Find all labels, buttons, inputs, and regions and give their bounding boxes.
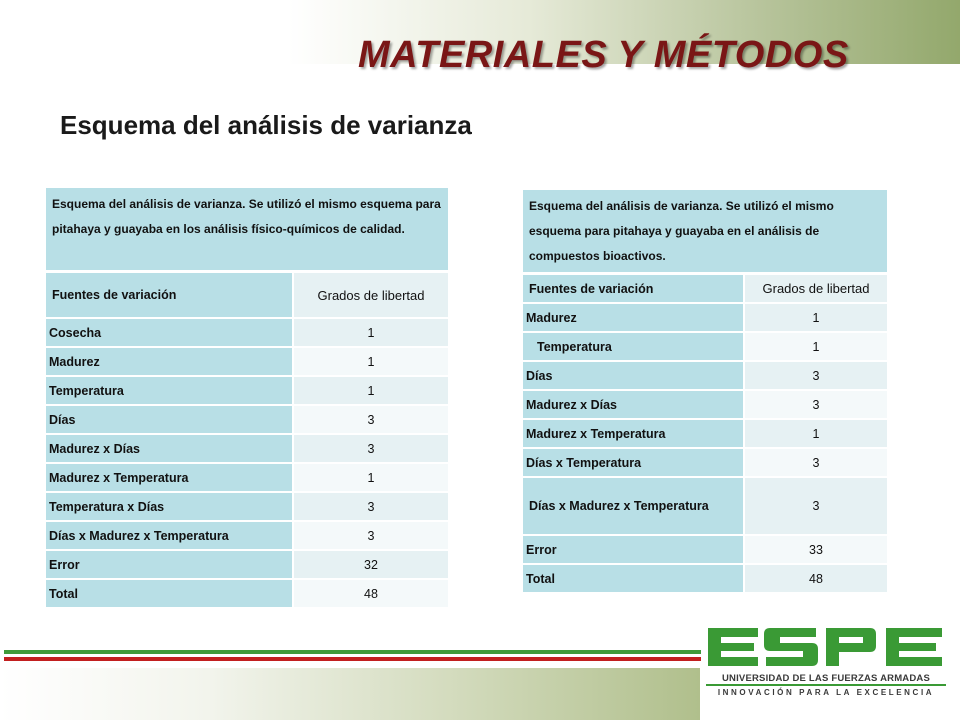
table-caption: Esquema del análisis de varianza. Se utilizó el mismo esquema para pitahaya y guayaba en el análisis de compuestos bioactivos. bbox=[523, 190, 887, 274]
df-cell: 3 bbox=[293, 521, 448, 550]
table-row bbox=[46, 434, 448, 463]
source-cell: Cosecha bbox=[46, 318, 293, 347]
column-header-df: Grados de libertad bbox=[744, 274, 887, 304]
source-cell: Temperatura bbox=[523, 332, 744, 361]
df-cell: 33 bbox=[744, 535, 887, 564]
table-row bbox=[46, 463, 448, 492]
df-cell: 1 bbox=[293, 463, 448, 492]
table-row bbox=[46, 492, 448, 521]
table-row bbox=[523, 448, 887, 477]
source-cell: Error bbox=[523, 535, 744, 564]
source-cell: Madurez bbox=[523, 303, 744, 332]
df-cell: 1 bbox=[293, 347, 448, 376]
table-row bbox=[523, 535, 887, 564]
table-row bbox=[523, 477, 887, 535]
table-row bbox=[523, 419, 887, 448]
source-cell: Días bbox=[46, 405, 293, 434]
df-cell: 3 bbox=[744, 390, 887, 419]
source-cell: Días x Madurez x Temperatura bbox=[523, 477, 744, 535]
source-cell: Madurez x Días bbox=[46, 434, 293, 463]
table-row bbox=[46, 521, 448, 550]
table-row bbox=[46, 376, 448, 405]
table-row bbox=[523, 564, 887, 592]
source-cell: Temperatura bbox=[46, 376, 293, 405]
source-cell: Madurez x Temperatura bbox=[46, 463, 293, 492]
slide-subtitle: Esquema del análisis de varianza bbox=[60, 110, 472, 140]
df-cell: 3 bbox=[293, 405, 448, 434]
source-cell: Temperatura x Días bbox=[46, 492, 293, 521]
df-cell: 3 bbox=[744, 448, 887, 477]
source-cell: Error bbox=[46, 550, 293, 579]
source-cell: Madurez bbox=[46, 347, 293, 376]
df-cell: 48 bbox=[744, 564, 887, 592]
source-cell: Madurez x Días bbox=[523, 390, 744, 419]
df-cell: 32 bbox=[293, 550, 448, 579]
df-cell: 3 bbox=[744, 361, 887, 390]
slide-title: MATERIALES Y MÉTODOS bbox=[358, 34, 849, 76]
espe-wordmark-icon bbox=[706, 622, 946, 672]
divider-red bbox=[4, 657, 701, 661]
column-header-source: Fuentes de variación bbox=[523, 274, 744, 304]
table-row bbox=[46, 550, 448, 579]
table-row bbox=[523, 390, 887, 419]
anova-table-physicochemical bbox=[46, 188, 448, 607]
anova-table-bioactive bbox=[523, 190, 887, 592]
university-name: UNIVERSIDAD DE LAS FUERZAS ARMADAS bbox=[721, 673, 931, 684]
df-cell: 1 bbox=[744, 303, 887, 332]
df-cell: 3 bbox=[293, 492, 448, 521]
table-caption: Esquema del análisis de varianza. Se utilizó el mismo esquema para pitahaya y guayaba en los análisis físico-químicos de calidad. bbox=[46, 188, 448, 272]
university-motto: INNOVACIÓN PARA LA EXCELENCIA bbox=[717, 688, 935, 697]
table-row bbox=[523, 332, 887, 361]
source-cell: Días x Temperatura bbox=[523, 448, 744, 477]
logo-divider bbox=[706, 684, 946, 686]
source-cell: Madurez x Temperatura bbox=[523, 419, 744, 448]
table-row bbox=[46, 347, 448, 376]
table-row bbox=[46, 318, 448, 347]
df-cell: 3 bbox=[293, 434, 448, 463]
footer-band bbox=[0, 668, 700, 720]
table-row bbox=[46, 579, 448, 607]
df-cell: 1 bbox=[744, 332, 887, 361]
source-cell: Días bbox=[523, 361, 744, 390]
df-cell: 1 bbox=[293, 318, 448, 347]
column-header-df: Grados de libertad bbox=[293, 272, 448, 319]
df-cell: 48 bbox=[293, 579, 448, 607]
column-header-source: Fuentes de variación bbox=[46, 272, 293, 319]
table-row bbox=[46, 405, 448, 434]
df-cell: 3 bbox=[744, 477, 887, 535]
table-row bbox=[523, 361, 887, 390]
table-row bbox=[523, 303, 887, 332]
source-cell: Total bbox=[46, 579, 293, 607]
espe-logo bbox=[706, 622, 946, 712]
source-cell: Días x Madurez x Temperatura bbox=[46, 521, 293, 550]
df-cell: 1 bbox=[293, 376, 448, 405]
df-cell: 1 bbox=[744, 419, 887, 448]
source-cell: Total bbox=[523, 564, 744, 592]
